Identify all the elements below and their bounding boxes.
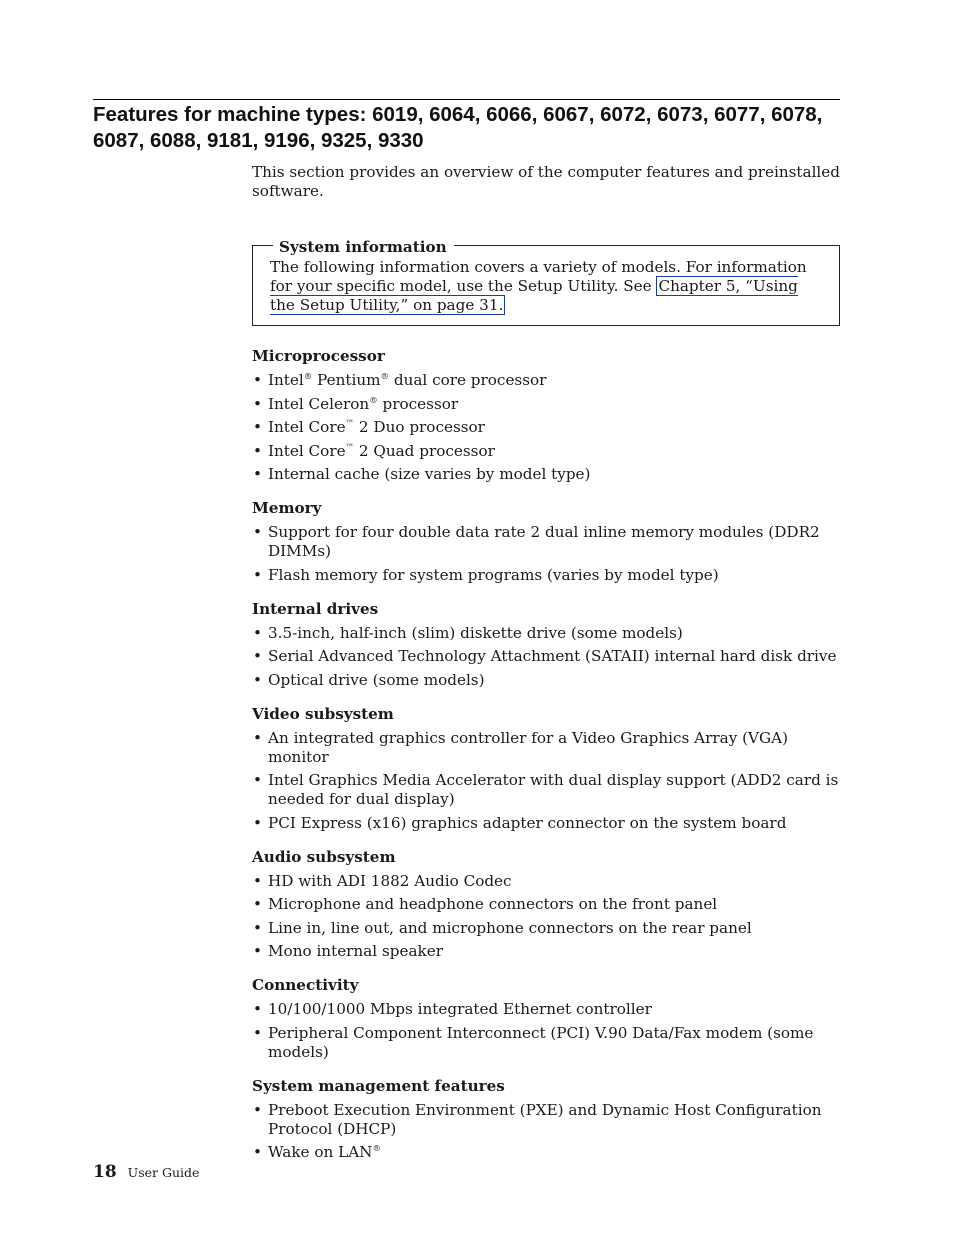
item-text: 10/100/1000 Mbps integrated Ethernet controller [268, 1000, 652, 1018]
item-text: 2 Duo processor [354, 418, 485, 436]
trademark-mark: ® [380, 372, 390, 382]
item-text: 3.5-inch, half-inch (slim) diskette drive (some models) [268, 623, 683, 642]
item-text: Intel Core [268, 418, 346, 436]
feature-section [252, 976, 842, 1062]
section-heading: Microprocessor [252, 347, 385, 365]
item-text: Flash memory for system programs (varies by model type) [268, 565, 719, 584]
trademark-mark: ™ [345, 419, 355, 429]
item-text: Intel Graphics Media Accelerator with dual display support (ADD2 card is needed for dual display) [268, 771, 839, 808]
list-item [252, 771, 842, 809]
feature-list [252, 1000, 842, 1062]
item-text: 2 Quad processor [354, 441, 495, 460]
list-item [252, 624, 842, 643]
list-item [252, 395, 842, 414]
page-title: Features for machine types: 6019, 6064, 6066, 6067, 6072, 6073, 6077, 6078, 6087, 6088, 9181, 9196, 9325, 9330 [93, 103, 823, 152]
item-text: Wake on LAN [268, 1143, 373, 1161]
item-text: Optical drive (some models) [268, 670, 485, 689]
section-heading: Connectivity [252, 976, 359, 994]
system-information-text [270, 258, 810, 315]
section-heading: System management features [252, 1076, 505, 1095]
feature-section [252, 705, 842, 833]
trademark-mark: ® [372, 1144, 381, 1154]
feature-list [252, 523, 842, 585]
feature-section [252, 499, 842, 585]
section-heading: Audio subsystem [252, 847, 396, 866]
feature-list [252, 1101, 842, 1163]
list-item [252, 566, 842, 585]
list-item [252, 872, 842, 891]
feature-list [252, 729, 842, 833]
feature-sections [252, 347, 842, 1177]
section-heading: Memory [252, 499, 322, 517]
list-item [252, 942, 842, 961]
feature-section [252, 600, 842, 690]
feature-list [252, 872, 842, 962]
list-item [252, 418, 842, 437]
list-item [252, 1024, 842, 1062]
item-text: Support for four double data rate 2 dual inline memory modules (DDR2 DIMMs) [268, 523, 820, 560]
list-item [252, 1101, 842, 1139]
list-item [252, 729, 842, 767]
item-text: Peripheral Component Interconnect (PCI) V.90 Data/Fax modem (some models) [268, 1023, 814, 1061]
item-text: HD with ADI 1882 Audio Codec [268, 871, 512, 890]
footer-label: User Guide [127, 1165, 200, 1180]
section-heading: Internal drives [252, 599, 379, 618]
list-item [252, 523, 842, 561]
feature-list [252, 624, 842, 690]
system-information-heading: System information [273, 239, 454, 255]
list-item [252, 814, 842, 833]
list-item [252, 1143, 842, 1162]
feature-section [252, 848, 842, 962]
item-text: processor [377, 394, 459, 413]
trademark-mark: ® [369, 395, 378, 406]
system-information-box [252, 238, 840, 326]
item-text: An integrated graphics controller for a Video Graphics Array (VGA) monitor [268, 728, 789, 766]
item-text: Preboot Execution Environment (PXE) and Dynamic Host Configuration Protocol (DHCP) [268, 1100, 822, 1138]
list-item [252, 465, 842, 484]
item-text: Pentium [312, 371, 381, 389]
list-item [252, 647, 842, 666]
list-item [252, 442, 842, 461]
item-text: Internal cache (size varies by model type) [268, 465, 591, 483]
item-text: Intel Celeron [268, 394, 370, 413]
setup-utility-link[interactable]: Chapter 5, “Using the Setup Utility,” on page 31. [270, 277, 798, 314]
item-text: Line in, line out, and microphone connectors on the rear panel [268, 918, 752, 937]
item-text: Microphone and headphone connectors on the front panel [268, 895, 718, 913]
trademark-mark: ® [303, 372, 313, 382]
page-footer [93, 1162, 199, 1182]
feature-list [252, 371, 842, 484]
item-text: Intel Core [268, 441, 346, 460]
title-rule [93, 99, 840, 100]
list-item [252, 671, 842, 690]
list-item [252, 895, 842, 914]
intro-paragraph: This section provides an overview of the computer features and preinstalled software. [252, 163, 840, 200]
list-item [252, 1000, 842, 1019]
item-text: dual core processor [389, 371, 547, 389]
item-text: Serial Advanced Technology Attachment (SATAII) internal hard disk drive [268, 647, 837, 665]
list-item [252, 371, 842, 390]
feature-section [252, 1077, 842, 1163]
page-number: 18 [93, 1162, 117, 1182]
list-item [252, 919, 842, 938]
item-text: Intel [268, 371, 304, 389]
feature-section [252, 347, 842, 484]
section-heading: Video subsystem [252, 704, 394, 723]
trademark-mark: ™ [345, 442, 355, 453]
item-text: Mono internal speaker [268, 942, 443, 960]
item-text: PCI Express (x16) graphics adapter connector on the system board [268, 813, 787, 832]
system-information-body: The following information covers a variety of models. For information for your specific model, use the Setup Utility. See [270, 258, 807, 295]
